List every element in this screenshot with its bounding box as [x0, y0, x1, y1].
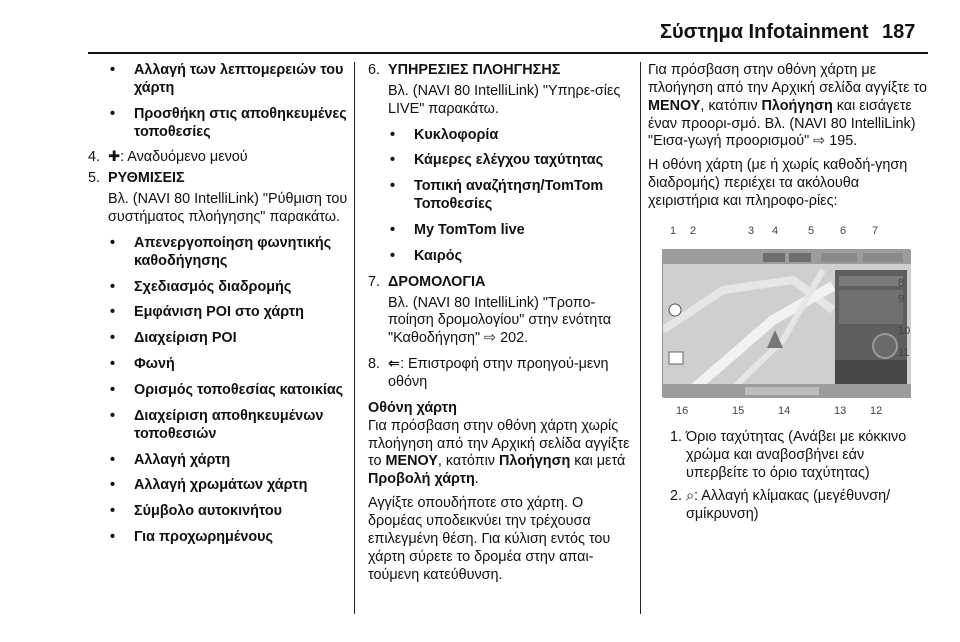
bullet-item: • Καιρός — [368, 248, 632, 266]
callout-number: 10 — [898, 324, 911, 337]
text-run: Για πρόσβαση στην οθόνη χάρτη χωρίς πλοήγηση από την Αρχική σελίδα αγγίξτε το — [368, 417, 630, 470]
item-text: : Επιστροφή στην προηγού-μενη οθόνη — [388, 356, 609, 391]
back-arrow-icon: ⇐ — [388, 356, 401, 373]
column-divider-2 — [640, 62, 641, 614]
page-title: Σύστημα Infotainment — [660, 21, 869, 43]
callout-number: 8 — [898, 276, 905, 289]
item-label: ΔΡΟΜΟΛΟΓΙΑ — [388, 273, 486, 290]
item-7-description: Βλ. (NAVI 80 IntelliLink) "Τροπο-ποίηση δρομολογίου" στην ενότητα "Καθοδήγηση" ⇨ 202. — [388, 294, 612, 347]
list-item — [648, 488, 930, 524]
item-number: 8. — [368, 356, 381, 373]
text-run: Για πρόσβαση στην οθόνη χάρτη με πλοήγηση από την Αρχική σελίδα αγγίξτε το — [648, 62, 928, 96]
item-number: 2. — [670, 488, 683, 505]
text-run-bold: ΜΕΝΟΥ — [385, 453, 438, 470]
column-3 — [648, 62, 930, 530]
map-graphic — [663, 250, 911, 398]
callout-number: 16 — [676, 404, 689, 417]
bullet-item: • Αλλαγή χάρτη — [88, 452, 352, 470]
item-text: Όριο ταχύτητας (Ανάβει με κόκκινο χρώμα και αναβοσβήνει εάν υπερβείτε το όριο ταχύτητας) — [686, 428, 907, 481]
bullet-item: • Προσθήκη στις αποθηκευμένες τοποθεσίες — [88, 106, 352, 142]
text-run: , κατόπιν — [437, 453, 499, 470]
bullet-item: • Σύμβολο αυτοκινήτου — [88, 503, 352, 521]
text-run-bold: ΜΕΝΟΥ — [648, 97, 701, 114]
item-text: ⌕: Αλλαγή κλίμακας (μεγέθυνση/ σμίκρυνση) — [686, 488, 891, 523]
bullet-item: • Σχεδιασμός διαδρομής — [88, 279, 352, 297]
bullet-item: • Απενεργοποίηση φωνητικής καθοδήγησης — [88, 235, 352, 271]
bullet-item: • Εμφάνιση POI στο χάρτη — [88, 304, 352, 322]
item-number: 4. — [88, 149, 101, 166]
column-1 — [88, 62, 352, 555]
callout-number: 9 — [898, 292, 905, 305]
item-label: ΥΠΗΡΕΣΙΕΣ ΠΛΟΗΓΗΣΗΣ — [388, 62, 561, 78]
text-run: , κατόπιν — [700, 97, 762, 114]
map-screen-illustration — [648, 219, 916, 419]
list-item — [648, 429, 930, 483]
bullet-item: • Αλλαγή των λεπτομερειών του χάρτη — [88, 62, 352, 98]
bullet-item: • Αλλαγή χρωμάτων χάρτη — [88, 477, 352, 495]
page-header — [0, 0, 960, 60]
item-text: : Αναδυόμενο μενού — [120, 149, 248, 166]
callout-number: 5 — [808, 224, 815, 237]
item-number: 7. — [368, 273, 381, 290]
item-5-description: Βλ. (NAVI 80 IntelliLink) "Ρύθμιση του συστήματος πλοήγησης" παρακάτω. — [108, 191, 348, 226]
bullet-item: • My TomTom live — [368, 222, 632, 240]
column-2 — [368, 62, 632, 590]
text-run-bold: Πλοήγηση — [761, 97, 833, 114]
callout-number: 11 — [898, 346, 910, 359]
callout-number: 12 — [870, 404, 883, 417]
bullet-item: • Φωνή — [88, 356, 352, 374]
bullet-item: • Για προχωρημένους — [88, 529, 352, 547]
text-run: και μετά — [570, 453, 626, 470]
bullet-item: • Τοπική αναζήτηση/TomTom Τοποθεσίες — [368, 178, 632, 214]
callout-number: 2 — [690, 224, 697, 237]
text-run: και εισάγετε έναν προορι-σμό. Βλ. (NAVI 80 IntelliLink) "Εισα-γωγή προορισμού" ⇨ 195. — [648, 97, 916, 150]
paragraph — [648, 62, 930, 151]
callout-number: 6 — [840, 224, 847, 237]
callout-number: 3 — [748, 224, 755, 237]
item-number: 1. — [670, 428, 683, 445]
numbered-item-7 — [368, 274, 632, 292]
paragraph: Η οθόνη χάρτη (με ή χωρίς καθοδή-γηση διαδρομής) περιέχει τα ακόλουθα χειριστήρια και πληροφο-ρίες: — [648, 157, 908, 210]
callout-number: 13 — [834, 404, 847, 417]
numbered-item-8 — [368, 356, 632, 392]
section-heading: Οθόνη χάρτη — [368, 399, 457, 416]
numbered-item-4 — [88, 149, 352, 167]
callout-number: 1 — [670, 224, 677, 237]
item-label: ΡΥΘΜΙΣΕΙΣ — [108, 170, 185, 187]
text-run: . — [474, 471, 479, 488]
text-run-bold: Πλοήγηση — [499, 453, 571, 470]
callout-number: 14 — [778, 404, 791, 417]
bullet-item: • Ορισμός τοποθεσίας κατοικίας — [88, 382, 352, 400]
callout-number: 7 — [872, 224, 879, 237]
item-6-description: Βλ. (NAVI 80 IntelliLink) "Υπηρε-σίες LIVE" παρακάτω. — [388, 82, 621, 117]
plus-icon: ✚ — [108, 149, 121, 166]
bullet-item: • Διαχείριση αποθηκευμένων τοποθεσιών — [88, 408, 352, 444]
item-number: 5. — [88, 170, 101, 187]
text-run-bold: Προβολή χάρτη — [368, 471, 475, 488]
bullet-item: • Κάμερες ελέγχου ταχύτητας — [368, 152, 632, 170]
callout-number: 15 — [732, 404, 745, 417]
header-rule — [88, 52, 928, 54]
numbered-item-6 — [368, 62, 632, 80]
bullet-item: • Κυκλοφορία — [368, 127, 632, 145]
numbered-item-5 — [88, 170, 352, 188]
paragraph — [368, 418, 632, 489]
page-number: 187 — [882, 21, 916, 43]
paragraph: Αγγίξτε οπουδήποτε στο χάρτη. Ο δρομέας υποδεικνύει την τρέχουσα επιλεγμένη θέση. Για κύλιση εντός του χάρτη σύρετε το δρομέα στην απαι-τούμενη κατεύθυνση. — [368, 495, 611, 583]
item-number: 6. — [368, 62, 381, 78]
map-screenshot — [662, 249, 910, 397]
bullet-item: • Διαχείριση POI — [88, 330, 352, 348]
callout-number: 4 — [772, 224, 779, 237]
column-divider-1 — [354, 62, 355, 614]
